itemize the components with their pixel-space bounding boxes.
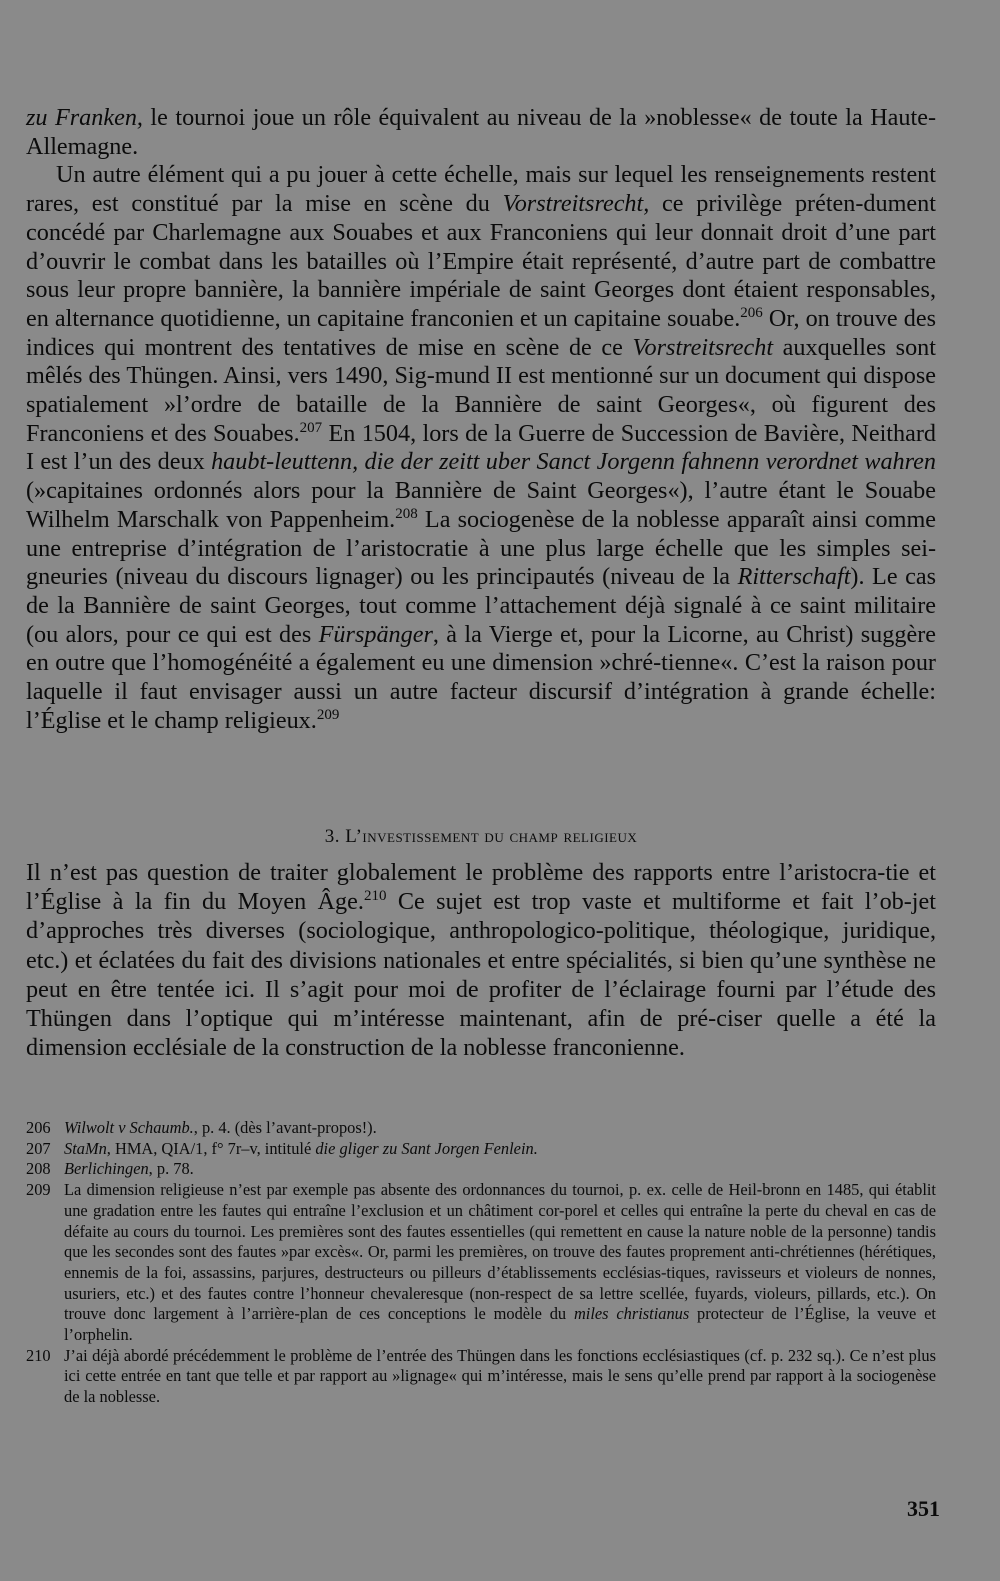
footnote-ref-209[interactable]: 209 xyxy=(316,706,340,723)
footnotes xyxy=(26,1118,936,1408)
footnote-text: Berlichingen, p. 78. xyxy=(64,1159,194,1179)
footnote-number: 207 xyxy=(26,1138,51,1158)
paragraph-vorstreitsrecht: Un autre élément qui a pu jouer à cette échelle, mais sur lequel les renseignements restent rares, est constitué par la mise en scène du Vorstreitsrecht, ce privilège préten-dument concédé par Charlemagne aux Souabes et aux Franconiens qui leur donnait droit d’une part d’ouvrir le combat dans les batailles où l’Empire était représenté, d’autre part de combattre sous leur propre bannière, la bannière impériale de saint Georges dont étaient responsables, en alternance quotidienne, un capitaine franconien et un capitaine souabe.$^{206}$ Or, on trouve des indices qui montrent des tentatives de mise en scène de ce Vorstreitsrecht auxquelles sont mêlés des Thüngen. Ainsi, vers 1490, Sig-mund II est mentionné sur un document qui dispose spatialement »l’ordre de bataille de la Bannière de saint Georges«, où figurent des Franconiens et des Souabes.$^{207}$ En 1504, lors de la Guerre de Succession de Bavière, Neithard I est l’un des deux haubt-leuttenn, die der zeitt uber Sanct Jorgenn fahnenn verordnet wahren (»capitaines ordonnés alors pour la Bannière de Saint Georges«), l’autre étant le Souabe Wilhelm Marschalk von Pappenheim.$^{208}$ La sociogenèse de la noblesse apparaît ainsi comme une entreprise d’intégration de l’aristocratie à une plus large échelle que les simples sei-gneuries (niveau du discours lignager) ou les principautés (niveau de la Ritterschaft). Le cas de la Bannière de saint Georges, tout comme l’attachement déjà signalé à ce saint militaire (ou alors, pour ce qui est des Fürspänger, à la Vierge et, pour la Licorne, au Christ) suggère en outre que l’homogénéité a également eu une dimension »chré-tienne«. C’est la raison pour laquelle il faut envisager aussi un autre facteur discursif d’intégration à grande échelle: l’Église et le champ religieux.$^{209}$ xyxy=(26,161,936,734)
footnote-text: J’ai déjà abordé précédemment le problème de l’entrée des Thüngen dans les fonctions ecclésiastiques (cf. p. 232 sq.). Ce n’est plus ici cette entrée en tant que telle et par rapport au »lignage« qui m’intéresse, mais le sens qu’elle prend par rapport à la sociogenèse de la noblesse. xyxy=(64,1345,936,1407)
footnote-210 xyxy=(26,1346,936,1408)
page-number: 351 xyxy=(907,1496,940,1521)
paragraph-church: Il n’est pas question de traiter globalement le problème des rapports entre l’aristocra-tie et l’Église à la fin du Moyen Âge.$^{210}$ Ce sujet est trop vaste et multiforme et fait l’ob-jet d’approches très diverses (sociologique, anthropologico-politique, théologique, juridique, etc.) et éclatées du fait des divisions nationales et entre spécialités, si bien qu’une synthèse ne peut en être tentée ici. Il s’agit pour moi de profiter de l’éclairage fourni par l’étude des Thüngen dans l’optique qui m’intéresse maintenant, afin de pré-ciser quelle a été la dimension ecclésiale de la construction de la noblesse franconienne. xyxy=(26,859,936,1062)
footnote-number: 209 xyxy=(26,1180,51,1200)
footnote-206 xyxy=(26,1118,936,1139)
footnote-text: Wilwolt v Schaumb., p. 4. (dès l’avant-propos!). xyxy=(64,1118,377,1137)
footnote-text: La dimension religieuse n’est par exemple pas absente des ordonnances du tournoi, p. ex. celle de Heil-bronn en 1485, qui établit une gradation entre les fautes qui entraîne l’exclusion et un châtiment cor-porel et celles qui entraîne la perte du cheval en cas de défaite au cours du tournoi. Les premières sont des fautes essentielles (qui remettent en cause la nature noble de la personne) tandis que les secondes sont des fautes »par excès«. Or, parmi les premières, on trouve des fautes proprement anti-chrétiennes (hérétiques, ennemis de la foi, assassins, parjures, destructeurs ou pilleurs d’établissements ecclésias-tiques, ravisseurs et violeurs de nonnes, usuriers, etc.) et des fautes contre l’honneur chevaleresque (non-respect de sa lettre scellée, fuyards, violeurs, pillards, etc.). On trouve donc largement à l’arrière-plan de ces conceptions le modèle du miles christianus protecteur de l’Église, la veuve et l’orphelin. xyxy=(64,1180,936,1345)
footnote-208 xyxy=(26,1159,936,1180)
main-text xyxy=(26,104,936,735)
footnote-number: 208 xyxy=(26,1159,51,1179)
footnote-ref-210[interactable]: 210 xyxy=(363,888,387,905)
footnote-text: StaMn, HMA, QIA/1, f° 7r–v, intitulé die gliger zu Sant Jorgen Fenlein. xyxy=(64,1138,538,1158)
paragraph-continued: zu Franken, le tournoi joue un rôle équivalent au niveau de la »noblesse« de toute la Haute-Allemagne. xyxy=(26,104,936,160)
footnote-ref-208[interactable]: 208 xyxy=(395,505,418,522)
section-text xyxy=(26,858,936,1062)
footnote-ref-207[interactable]: 207 xyxy=(299,419,323,436)
footnote-number: 210 xyxy=(26,1345,51,1365)
footnote-207 xyxy=(26,1139,936,1160)
footnote-ref-206[interactable]: 206 xyxy=(740,304,763,321)
footnote-number: 206 xyxy=(26,1118,51,1137)
section-heading: 3. L’investissement du champ religieux xyxy=(324,826,638,847)
footnote-209 xyxy=(26,1180,936,1346)
